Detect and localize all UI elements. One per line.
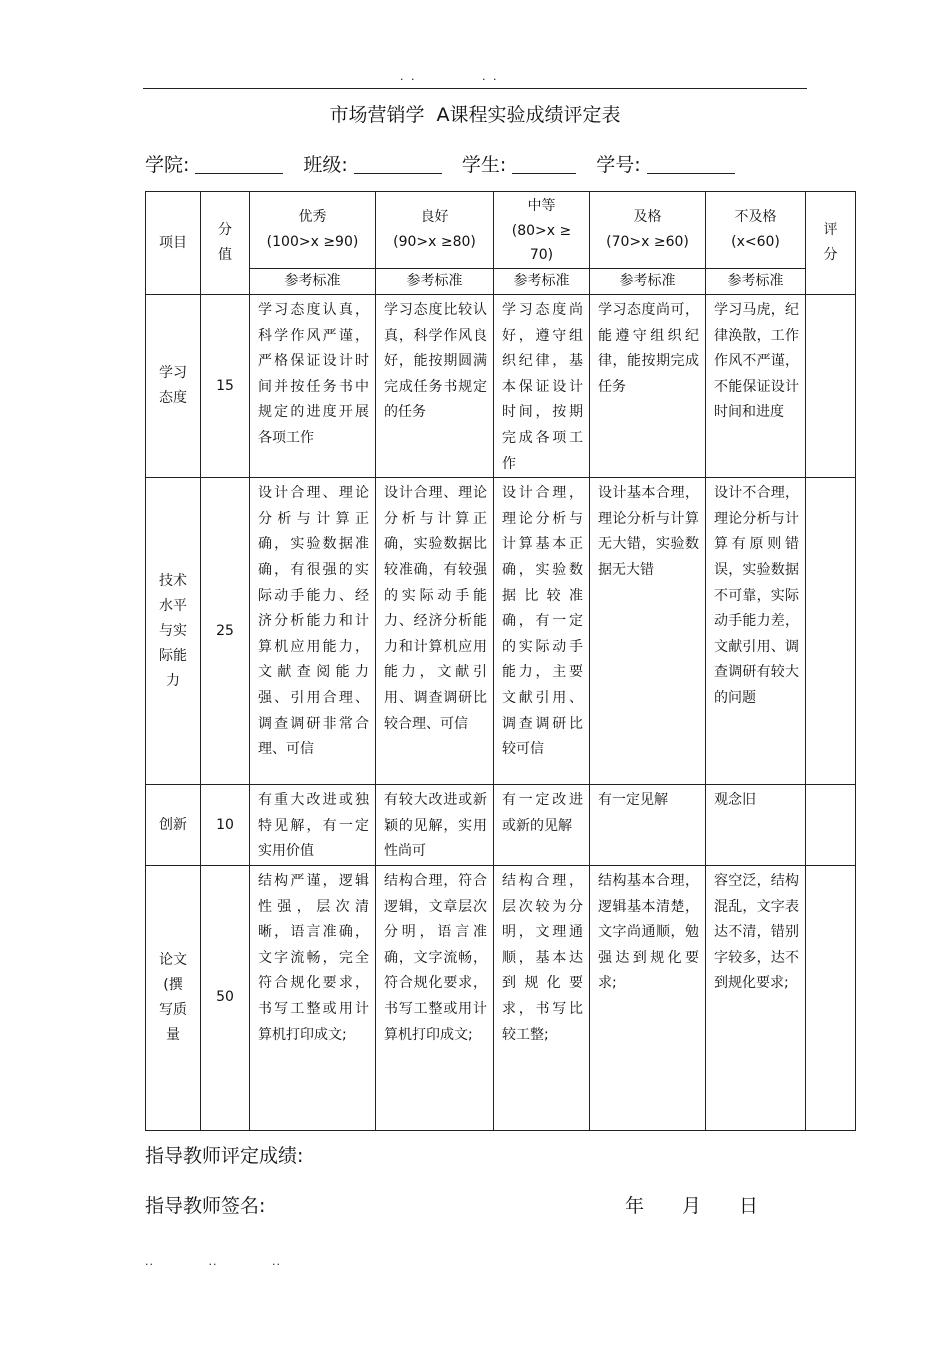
- header-grade-score: 评分: [806, 192, 856, 295]
- criteria-cell: 有一定见解: [590, 785, 706, 866]
- criteria-cell: 有较大改进或新颖的见解，实用性尚可: [376, 785, 494, 866]
- criteria-cell: 学习态度比较认真，科学作风良好，能按期圆满完成任务书规定的任务: [376, 295, 494, 478]
- table-row: [146, 478, 856, 785]
- college-label: 学院:: [145, 154, 190, 176]
- student-id-blank[interactable]: [647, 153, 735, 174]
- row-item: 学习态度: [146, 295, 201, 478]
- criteria-cell: 学习态度尚可，能遵守组织纪律，能按期完成任务: [590, 295, 706, 478]
- student-label: 学生:: [461, 154, 507, 176]
- criteria-cell: 设计合理，理论分析与计算基本正确，实验数据比较准确，有一定的实际动手能力，主要文献引用、调查调研比较可信: [494, 478, 590, 785]
- college-blank[interactable]: [195, 153, 283, 174]
- grade-header-row: [146, 192, 856, 269]
- criteria-cell: 学习态度尚好，遵守组织纪律，基本保证设计时间，按期完成各项工作: [494, 295, 590, 478]
- class-label: 班级:: [303, 154, 348, 176]
- teacher-grade-label: 指导教师评定成绩:: [145, 1145, 304, 1167]
- header-dots: [400, 70, 559, 83]
- header-item: 项目: [146, 192, 201, 295]
- reference-standard: 参考标准: [376, 269, 494, 295]
- header-score-value: 分值: [201, 192, 250, 295]
- page-title: [0, 100, 950, 127]
- grade-medium: 中等 (80>x ≥ 70): [494, 192, 590, 269]
- header-dot-mark: . .: [400, 70, 417, 83]
- year-label: 年: [625, 1195, 645, 1217]
- row-item: 论文(撰写质量: [146, 865, 201, 1130]
- footer-dot-mark: ..: [208, 1255, 218, 1268]
- reference-standard: 参考标准: [590, 269, 706, 295]
- student-info-line: [145, 150, 815, 177]
- table-row: [146, 295, 856, 478]
- score-entry-cell[interactable]: [806, 865, 856, 1130]
- grade-good: 良好 (90>x ≥80): [376, 192, 494, 269]
- criteria-cell: 观念旧: [706, 785, 806, 866]
- class-blank[interactable]: [354, 153, 442, 174]
- score-entry-cell[interactable]: [806, 295, 856, 478]
- teacher-sign-label: 指导教师签名:: [145, 1195, 266, 1217]
- grading-table: [145, 191, 856, 1131]
- row-item: 创新: [146, 785, 201, 866]
- row-item: 技术水平与实际能力: [146, 478, 201, 785]
- title-table-name: A课程实验成绩评定表: [436, 104, 621, 126]
- criteria-cell: 有重大改进或独特见解，有一定实用价值: [250, 785, 376, 866]
- criteria-cell: 学习态度认真，科学作风严谨，严格保证设计时间并按任务书中规定的进度开展各项工作: [250, 295, 376, 478]
- criteria-cell: 设计合理、理论分析与计算正确，实验数据准确，有很强的实际动手能力、经济分析能力和计算机应用能力，文献查阅能力强、引用合理、调查调研非常合理、可信: [250, 478, 376, 785]
- month-label: 月: [682, 1195, 702, 1217]
- criteria-cell: 结构严谨，逻辑性强，层次清晰，语言准确，文字流畅，完全符合规化要求，书写工整或用计算机打印成文;: [250, 865, 376, 1130]
- row-score: 25: [201, 478, 250, 785]
- student-id-label: 学号:: [596, 154, 641, 176]
- score-entry-cell[interactable]: [806, 478, 856, 785]
- row-score: 50: [201, 865, 250, 1130]
- criteria-cell: 容空泛，结构混乱，文字表达不清，错别字较多，达不到规化要求;: [706, 865, 806, 1130]
- criteria-cell: 设计不合理，理论分析与计算有原则错误，实验数据不可靠，实际动手能力差，文献引用、调查调研有较大的问题: [706, 478, 806, 785]
- criteria-cell: 结构基本合理，逻辑基本清楚，文字尚通顺，勉强达到规化要求;: [590, 865, 706, 1130]
- table-row: [146, 865, 856, 1130]
- footer-dot-mark: ..: [145, 1255, 154, 1268]
- criteria-cell: 有一定改进或新的见解: [494, 785, 590, 866]
- grade-excellent: 优秀 (100>x ≥90): [250, 192, 376, 269]
- grade-pass: 及格 (70>x ≥60): [590, 192, 706, 269]
- student-blank[interactable]: [512, 153, 576, 174]
- criteria-cell: 学习马虎，纪律涣散，工作作风不严谨，不能保证设计时间和进度: [706, 295, 806, 478]
- score-entry-cell[interactable]: [806, 785, 856, 866]
- row-score: 15: [201, 295, 250, 478]
- reference-standard: 参考标准: [494, 269, 590, 295]
- day-label: 日: [739, 1195, 759, 1217]
- row-score: 10: [201, 785, 250, 866]
- header-dot-mark: . .: [482, 70, 499, 83]
- header-rule: [143, 88, 807, 89]
- reference-standard: 参考标准: [250, 269, 376, 295]
- reference-standard: 参考标准: [706, 269, 806, 295]
- title-course: 市场营销学: [329, 104, 425, 126]
- footer-dot-mark: ..: [272, 1255, 281, 1268]
- criteria-cell: 结构合理，符合逻辑，文章层次分明，语言准确，文字流畅，符合规化要求，书写工整或用计算机打印成文;: [376, 865, 494, 1130]
- footer-dots: [145, 1255, 331, 1268]
- grade-fail: 不及格 (x<60): [706, 192, 806, 269]
- reference-row: [146, 269, 856, 295]
- criteria-cell: 设计基本合理，理论分析与计算无大错，实验数据无大错: [590, 478, 706, 785]
- criteria-cell: 设计合理、理论分析与计算正确，实验数据比较准确，有较强的实际动手能力、经济分析能力和计算机应用能力，文献引用、调查调研比较合理、可信: [376, 478, 494, 785]
- criteria-cell: 结构合理，层次较为分明，文理通顺，基本达到规化要求，书写比较工整;: [494, 865, 590, 1130]
- table-row: [146, 785, 856, 866]
- date-fields: [625, 1191, 758, 1218]
